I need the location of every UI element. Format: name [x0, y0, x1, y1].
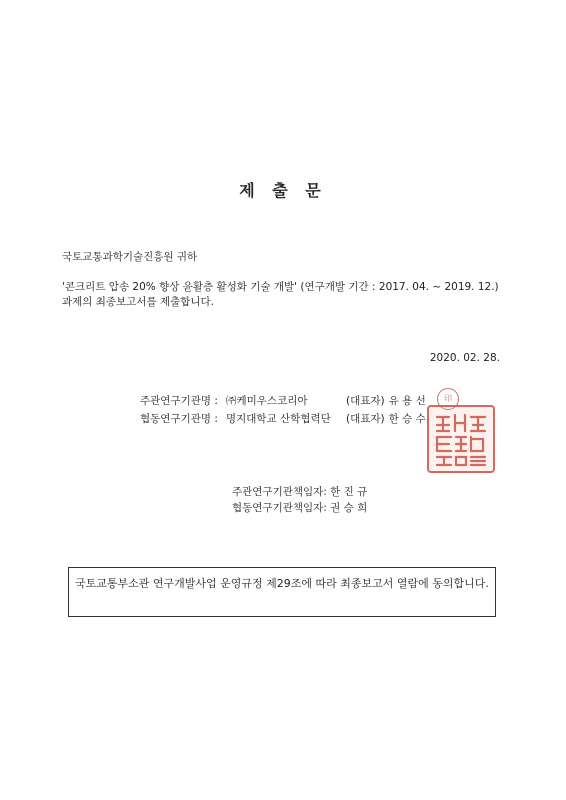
- submission-date: 2020. 02. 28.: [429, 352, 500, 364]
- org-label: 주관연구기관명 :: [140, 395, 218, 407]
- official-seal-icon: [427, 405, 495, 473]
- rep-label: (대표자): [346, 395, 385, 407]
- organization-row-partner: [140, 411, 426, 429]
- rep-label: (대표자): [346, 413, 385, 425]
- org-label: 협동연구기관명 :: [140, 413, 218, 425]
- manager-row-lead: [232, 484, 367, 500]
- project-managers: [232, 484, 367, 516]
- official-seal-graphic: [429, 407, 493, 471]
- manager-name: 한 진 규: [330, 486, 368, 498]
- rep-name: 한 승 수: [388, 413, 426, 425]
- page-title: 제 출 문: [239, 181, 327, 200]
- recipient-line: 국토교통과학기술진흥원 귀하: [62, 251, 198, 263]
- consent-notice: 국토교통부소관 연구개발사업 운영규정 제29조에 따라 최종보고서 열람에 동의합니다.: [68, 567, 496, 617]
- organization-row-lead: [140, 393, 426, 411]
- manager-label: 협동연구기관책임자:: [232, 502, 327, 514]
- manager-row-partner: [232, 500, 367, 516]
- personal-seal-icon: 印: [437, 388, 459, 410]
- manager-name: 권 승 희: [330, 502, 368, 514]
- organization-table: [140, 393, 426, 429]
- org-name: ㈜케미우스코리아: [226, 395, 308, 407]
- submission-statement: '콘크리트 압송 20% 향상 윤활층 활성화 기술 개발' (연구개발 기간 : 2017. 04. ~ 2019. 12.) 과제의 최종보고서를 제출합니다.: [62, 281, 499, 308]
- rep-name: 유 용 선: [388, 395, 426, 407]
- manager-label: 주관연구기관책임자:: [232, 486, 327, 498]
- org-name: 명지대학교 산학협력단: [226, 413, 331, 425]
